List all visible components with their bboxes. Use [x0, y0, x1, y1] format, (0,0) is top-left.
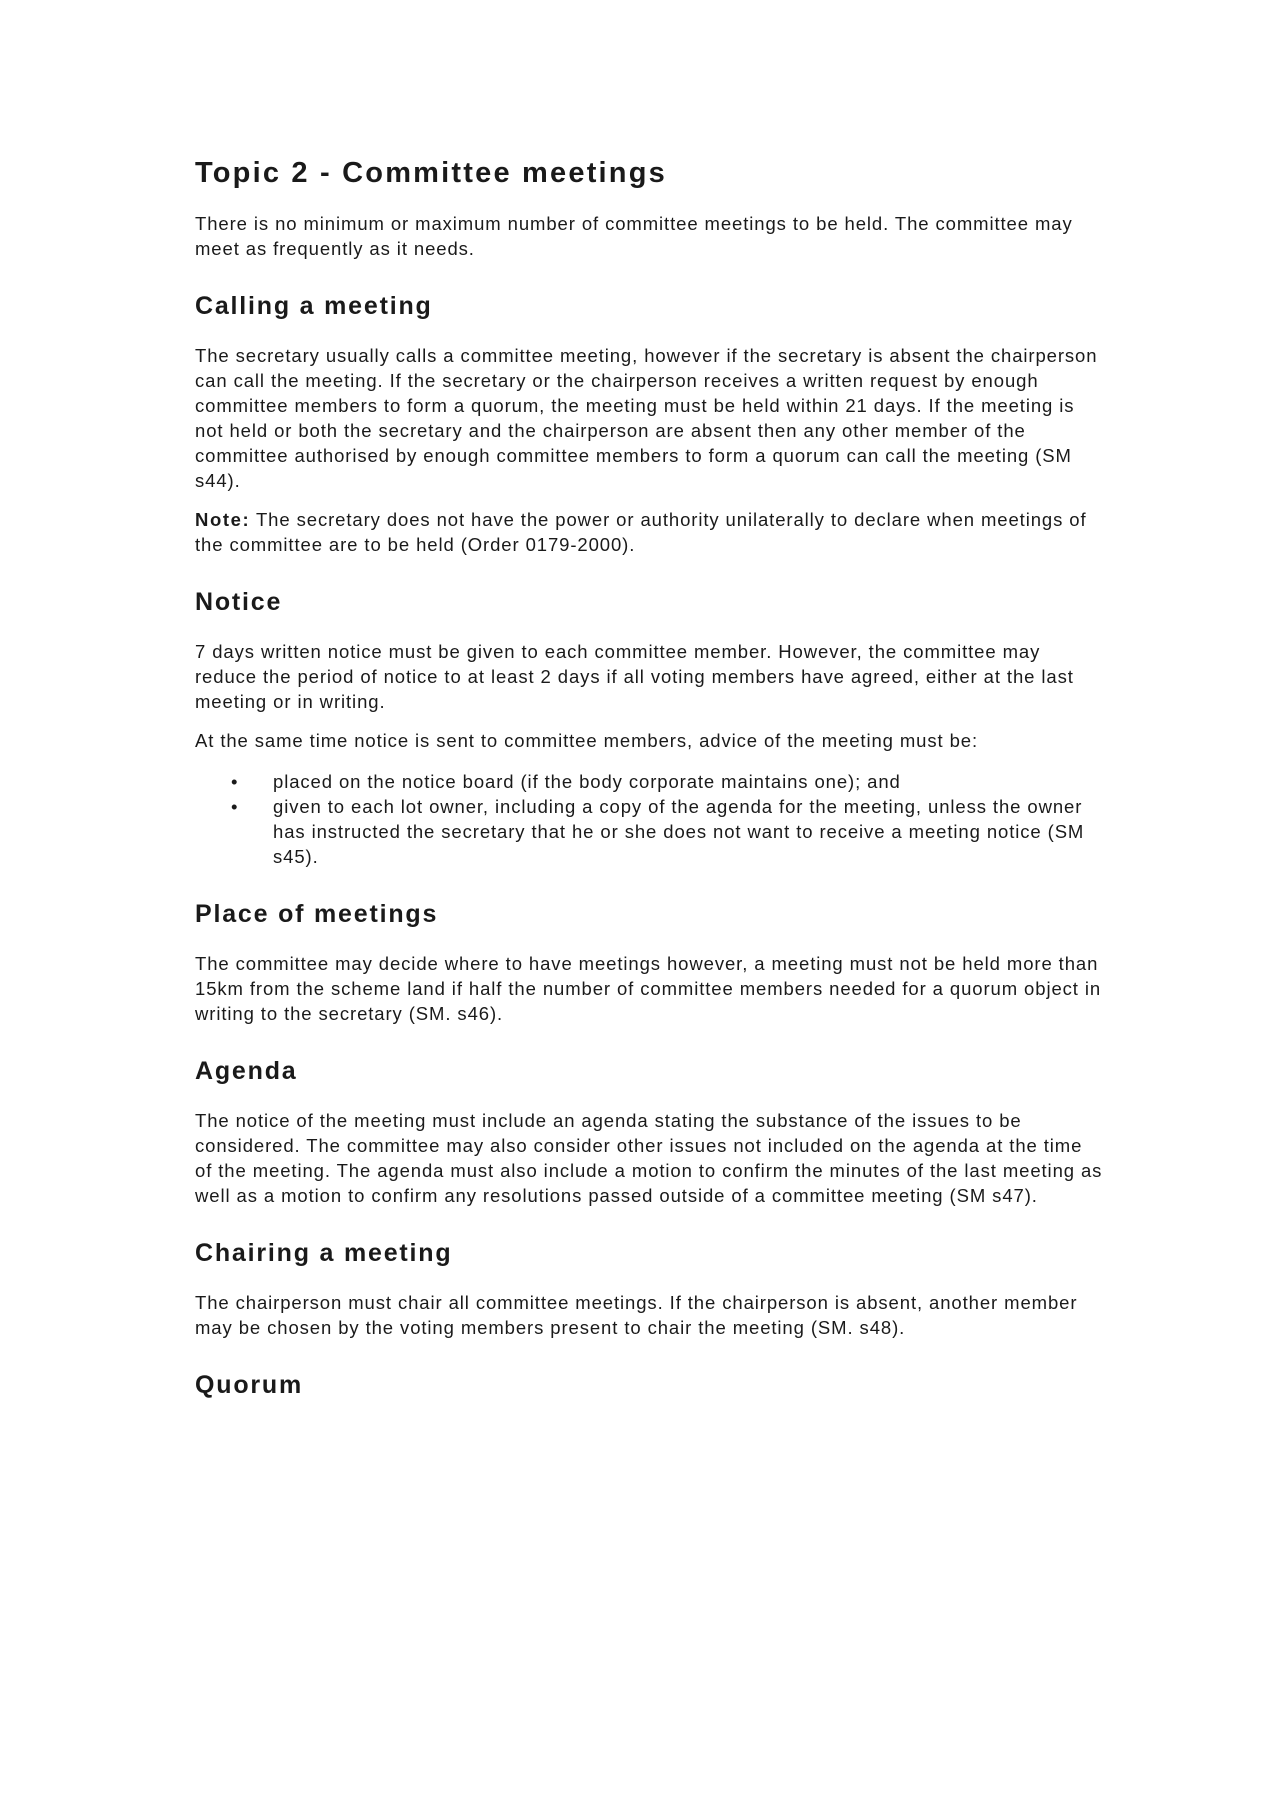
- heading-calling-a-meeting: Calling a meeting: [195, 291, 433, 320]
- document-page: [195, 140, 1105, 1422]
- notice-paragraph-1: 7 days written notice must be given to each committee member. However, the committee may reduce the period of notice to at least 2 days if all voting members have agreed, either at the last meeting or in writing.: [195, 640, 1074, 712]
- list-item: [195, 794, 1105, 869]
- chairing-paragraph: The chairperson must chair all committee meetings. If the chairperson is absent, another member may be chosen by the voting members present to chair the meeting (SM. s48).: [195, 1291, 1078, 1338]
- bullet-icon: •: [231, 770, 239, 792]
- heading-quorum: Quorum: [195, 1370, 304, 1399]
- notice-paragraph-2: At the same time notice is sent to committee members, advice of the meeting must be:: [195, 729, 979, 751]
- bullet-icon: •: [231, 795, 239, 817]
- agenda-paragraph: The notice of the meeting must include an agenda stating the substance of the issues to be considered. The committee may also consider other issues not included on the agenda at the time of the meeting. The agenda must also include a motion to confirm the minutes of the last meeting as well as a motion to confirm any resolutions passed outside of a committee meeting (SM s47).: [195, 1109, 1103, 1206]
- place-paragraph: The committee may decide where to have meetings however, a meeting must not be held more than 15km from the scheme land if half the number of committee members needed for a quorum object in writing to the secretary (SM. s46).: [195, 952, 1102, 1024]
- heading-chairing-a-meeting: Chairing a meeting: [195, 1238, 453, 1267]
- heading-notice: Notice: [195, 587, 283, 616]
- heading-agenda: Agenda: [195, 1056, 298, 1085]
- note-label: Note:: [195, 508, 251, 530]
- list-item-text: given to each lot owner, including a copy of the agenda for the meeting, unless the owner has instructed the secretary that he or she does not want to receive a meeting notice (SM s45).: [273, 795, 1085, 867]
- notice-bullet-list: [195, 769, 1105, 869]
- calling-paragraph: The secretary usually calls a committee meeting, however if the secretary is absent the chairperson can call the meeting. If the secretary or the chairperson receives a written request by enough committee members to form a quorum, the meeting must be held within 21 days. If the meeting is not held or both the secretary and the chairperson are absent then any other member of the committee authorised by enough committee members to form a quorum can call the meeting (SM s44).: [195, 344, 1098, 491]
- page-title: Topic 2 - Committee meetings: [195, 157, 667, 189]
- note-text: The secretary does not have the power or authority unilaterally to declare when meetings of the committee are to be held (Order 0179-2000).: [195, 508, 1087, 555]
- list-item-text: placed on the notice board (if the body corporate maintains one); and: [273, 770, 901, 792]
- intro-paragraph: There is no minimum or maximum number of committee meetings to be held. The committee may meet as frequently as it needs.: [195, 212, 1073, 259]
- list-item: [195, 769, 1105, 794]
- note-paragraph: [195, 507, 1105, 557]
- heading-place-of-meetings: Place of meetings: [195, 899, 439, 928]
